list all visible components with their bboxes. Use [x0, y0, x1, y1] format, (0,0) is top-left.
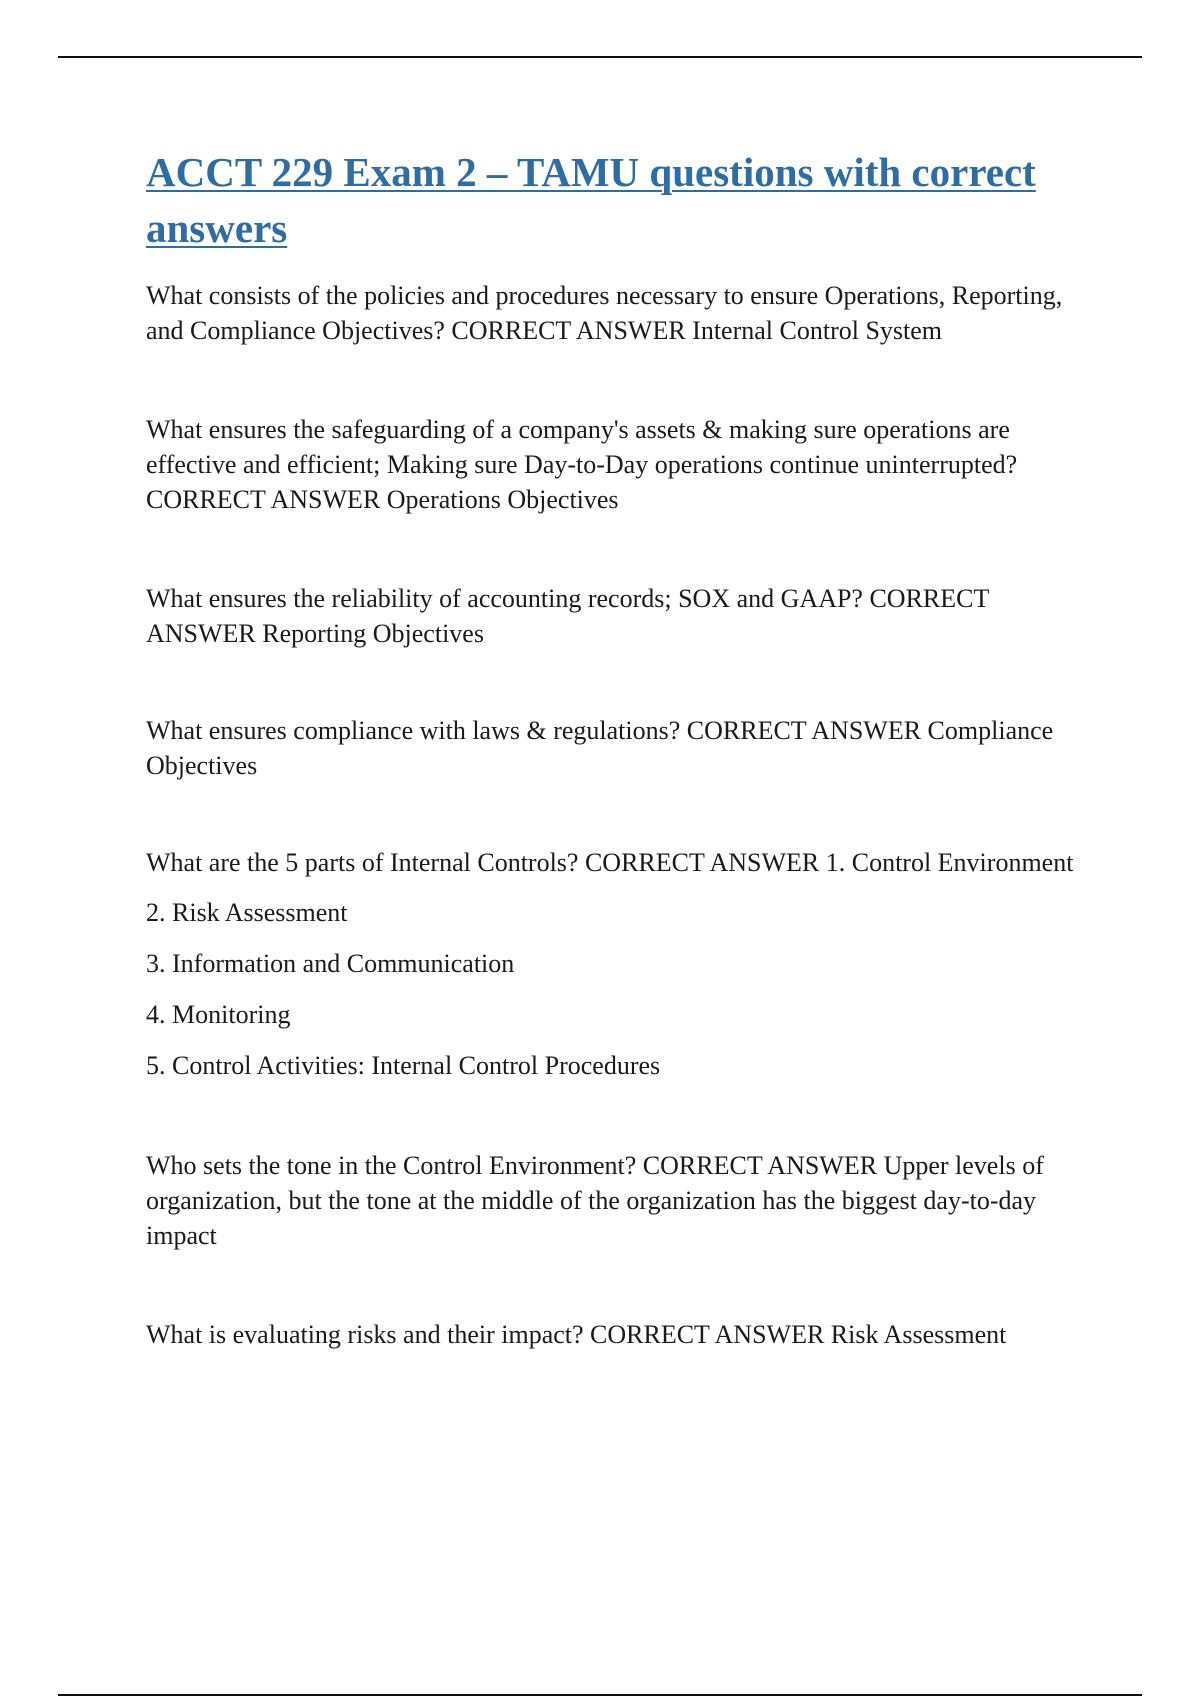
qa-entry-1: What consists of the policies and procedures necessary to ensure Operations, Reporting, and Compliance Objectives? CORRECT ANSWER Internal Control System [146, 281, 1063, 345]
spacer [146, 517, 1096, 581]
document-body [146, 144, 1096, 1352]
list-item: 4. Monitoring [146, 1000, 291, 1029]
qa-entry-4: What ensures compliance with laws & regulations? CORRECT ANSWER Compliance Objectives [146, 716, 1054, 780]
qa-entry-7: What is evaluating risks and their impact? CORRECT ANSWER Risk Assessment [146, 1320, 1007, 1349]
spacer [146, 651, 1096, 713]
list-item: 5. Control Activities: Internal Control Procedures [146, 1051, 661, 1080]
footer-rule [58, 1694, 1142, 1696]
qa-entry-3: What ensures the reliability of accounting records; SOX and GAAP? CORRECT ANSWER Reporting Objectives [146, 584, 989, 648]
qa-entry-2: What ensures the safeguarding of a company's assets & making sure operations are effective and efficient; Making sure Day-to-Day operations continue uninterrupted? CORRECT ANSWER Operations Objectives [146, 415, 1018, 514]
header-rule [58, 56, 1142, 58]
spacer [146, 783, 1096, 845]
spacer [146, 348, 1096, 412]
spacer [146, 1084, 1096, 1148]
list-item: 2. Risk Assessment [146, 898, 348, 927]
spacer [146, 1253, 1096, 1317]
qa-entry-5: What are the 5 parts of Internal Controls? CORRECT ANSWER 1. Control Environment [146, 848, 1074, 877]
qa-entry-6: Who sets the tone in the Control Environment? CORRECT ANSWER Upper levels of organization, but the tone at the middle of the organization has the biggest day-to-day impact [146, 1151, 1044, 1250]
list-item: 3. Information and Communication [146, 949, 515, 978]
document-title[interactable]: ACCT 229 Exam 2 – TAMU questions with correct answers [146, 149, 1036, 251]
